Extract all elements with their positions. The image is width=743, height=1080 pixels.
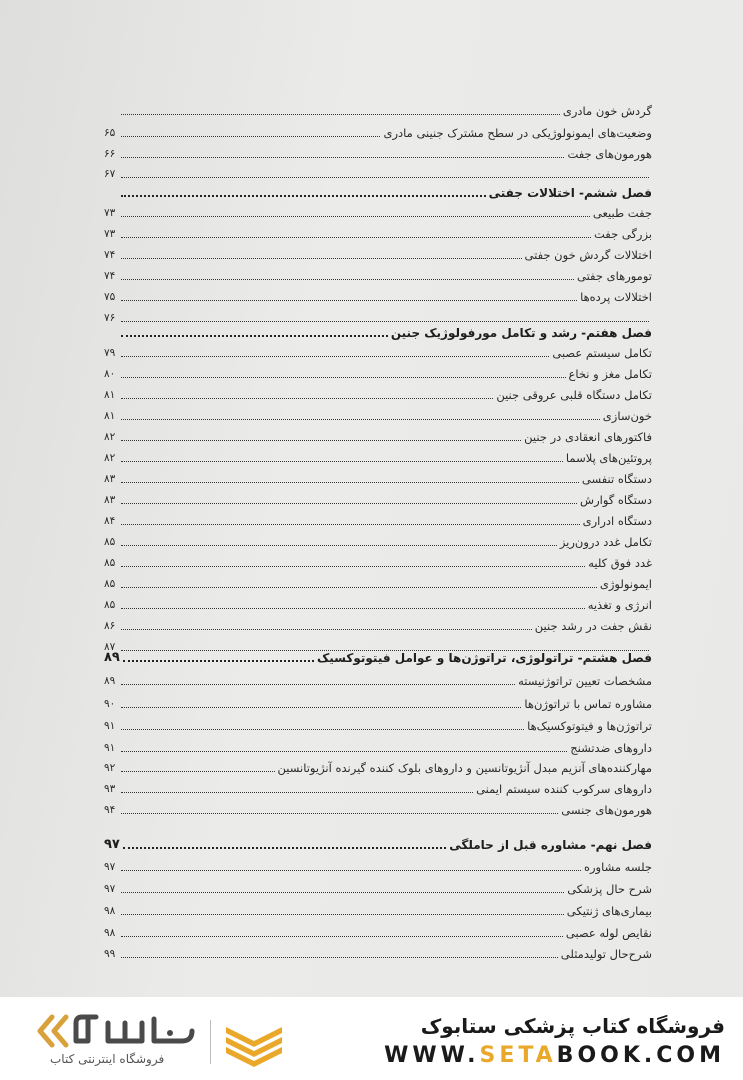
toc-entry-title: نقش جفت در رشد جنین	[534, 619, 652, 633]
toc-entry-title: فصل هفتم- رشد و تکامل مورفولوژیک جنین	[390, 326, 652, 340]
toc-entry	[104, 898, 652, 918]
toc-leader-dots	[121, 460, 563, 462]
toc-page-number: ۷۵	[104, 291, 116, 303]
toc-entry-title: پروتئین‌های پلاسما	[565, 451, 652, 465]
toc-leader-dots	[121, 334, 388, 337]
toc-entry-title: نقایص لوله عصبی	[565, 926, 652, 940]
toc-entry	[104, 263, 652, 283]
toc-entry-title: هورمون‌های جفت	[567, 147, 652, 161]
toc-entry-title: جلسه مشاوره	[583, 860, 652, 874]
toc-leader-dots	[121, 628, 532, 630]
toc-entry-title: فصل ششم- اختلالات جفتی	[488, 186, 652, 200]
toc-leader-dots	[121, 891, 564, 893]
toc-entry-title: اختلالات گردش خون جفتی	[524, 248, 652, 262]
toc-leader-dots	[121, 176, 649, 178]
toc-entry	[104, 854, 652, 874]
toc-entry	[104, 776, 652, 796]
toc-entry-title: ایمونولوژی	[599, 577, 652, 591]
toc-entry-title: دستگاه ادراری	[582, 514, 652, 528]
toc-entry-title: داروهای سرکوب کننده سیستم ایمنی	[476, 782, 652, 796]
toc-chapter-heading	[104, 645, 652, 665]
toc-entry	[104, 120, 652, 140]
toc-page-number: ۸۲	[104, 431, 116, 443]
toc-page-number: ۷۹	[104, 347, 116, 359]
toc-entry-title: هورمون‌های جنسی	[561, 803, 652, 817]
toc-entry	[104, 284, 652, 304]
toc-entry	[104, 424, 652, 444]
toc-leader-dots	[121, 135, 380, 137]
toc-page-number: ۹۹	[104, 948, 116, 960]
toc-page-number: ۶۷	[104, 168, 116, 180]
toc-leader-dots	[121, 418, 600, 420]
toc-leader-dots	[121, 481, 579, 483]
store-name: فروشگاه کتاب پزشکی ستابوک	[420, 1014, 725, 1038]
toc-page-number: ۹۷	[104, 861, 116, 873]
toc-entry	[104, 735, 652, 755]
toc-leader-dots	[121, 750, 567, 752]
toc-page-number: ۹۰	[104, 698, 116, 710]
toc-leader-dots	[121, 278, 574, 280]
toc-page-number: ۹۸	[104, 905, 116, 917]
toc-leader-dots	[121, 236, 591, 238]
toc-entry	[104, 941, 652, 961]
toc-entry-title: تکامل مغز و نخاع	[568, 367, 652, 381]
toc-page-number: ۸۵	[104, 578, 116, 590]
toc-entry-title: تکامل دستگاه قلبی عروقی جنین	[496, 388, 652, 402]
toc-leader-dots	[121, 397, 493, 399]
toc-entry	[104, 713, 652, 733]
toc-page-number: ۹۴	[104, 804, 116, 816]
toc-leader-dots	[121, 869, 581, 871]
toc-page-number: ۶۶	[104, 148, 116, 160]
toc-page-number: ۷۳	[104, 207, 116, 219]
toc-page-number: ۹۷	[104, 883, 116, 895]
toc-entry	[104, 340, 652, 360]
toc-page-number: ۶۵	[104, 127, 116, 139]
toc-leader-dots	[121, 257, 522, 259]
toc-chapter-heading	[104, 320, 652, 340]
toc-leader-dots	[121, 791, 473, 793]
toc-entry-title: تراتوژن‌ها و فیتوتوکسیک‌ها	[527, 719, 652, 733]
toc-page-number: ۸۹	[104, 675, 116, 687]
toc-entry	[104, 98, 652, 118]
toc-entry	[104, 691, 652, 711]
toc-entry	[104, 382, 652, 402]
toc-leader-dots	[121, 565, 585, 567]
toc-entry	[104, 242, 652, 262]
toc-entry-title: بیماری‌های ژنتیکی	[566, 904, 652, 918]
store-footer-banner	[0, 997, 743, 1080]
toc-leader-dots	[121, 607, 585, 609]
toc-page-number: ۸۲	[104, 452, 116, 464]
toc-entry-title: داروهای ضدتشنج	[570, 741, 652, 755]
toc-entry	[104, 571, 652, 591]
toc-page-number: ۸۳	[104, 473, 116, 485]
toc-entry	[104, 876, 652, 896]
toc-page-number: ۹۸	[104, 927, 116, 939]
toc-entry-title: فصل هشتم- تراتولوژی، تراتوژن‌ها و عوامل فیتوتوکسیک	[317, 651, 652, 665]
footer-divider	[210, 1020, 211, 1064]
toc-entry	[104, 445, 652, 465]
toc-leader-dots	[121, 299, 577, 301]
toc-entry	[104, 200, 652, 220]
toc-entry	[104, 920, 652, 940]
toc-entry	[104, 592, 652, 612]
toc-leader-dots	[121, 523, 580, 525]
toc-leader-dots	[121, 913, 564, 915]
setabook-logo-wordmark	[32, 1011, 202, 1051]
toc-entry	[104, 361, 652, 381]
toc-page-number: ۹۷	[104, 837, 120, 852]
toc-entry-title: خون‌سازی	[602, 409, 652, 423]
toc-leader-dots	[121, 439, 521, 441]
toc-entry	[104, 613, 652, 633]
toc-entry	[104, 487, 652, 507]
toc-page-number: ۹۱	[104, 720, 116, 732]
toc-entry-title: دستگاه گوارش	[580, 493, 652, 507]
toc-entry-title: مشاوره تماس با تراتوژن‌ها	[524, 697, 652, 711]
toc-page-number: ۸۱	[104, 389, 116, 401]
toc-entry	[104, 529, 652, 549]
toc-page-number: ۹۳	[104, 783, 116, 795]
toc-entry	[104, 508, 652, 528]
toc-entry-title: بزرگی جفت	[593, 227, 652, 241]
toc-page-number: ۹۲	[104, 762, 116, 774]
store-website-link[interactable]	[384, 1043, 725, 1068]
toc-leader-dots	[121, 156, 564, 158]
toc-entry-title: تکامل غدد درون‌ریز	[559, 535, 652, 549]
toc-entry-title: مهارکننده‌های آنزیم مبدل آنژیوتانسین و داروهای بلوک کننده گیرنده آنژیوتانسین	[277, 761, 652, 775]
toc-entry-title: فاکتورهای انعقادی در جنین	[524, 430, 652, 444]
toc-page-number: ۷۴	[104, 270, 116, 282]
toc-leader-dots	[121, 812, 558, 814]
toc-chapter-heading	[104, 832, 652, 852]
toc-entry	[104, 755, 652, 775]
toc-entry-title: غدد فوق کلیه	[588, 556, 652, 570]
toc-page-number: ۷۶	[104, 312, 116, 324]
toc-page-number: ۸۰	[104, 368, 116, 380]
toc-page-number: ۹۱	[104, 742, 116, 754]
site-url-suffix: BOOK.COM	[556, 1043, 725, 1068]
toc-leader-dots	[121, 355, 549, 357]
toc-page-number: ۷۳	[104, 228, 116, 240]
toc-entry-title: جفت طبیعی	[592, 206, 652, 220]
toc-leader-dots	[123, 846, 446, 849]
toc-leader-dots	[121, 956, 558, 958]
site-url-prefix: WWW.	[384, 1043, 480, 1068]
toc-entry-title: اختلالات پرده‌ها	[580, 290, 652, 304]
toc-entry-title: تومورهای جفتی	[576, 269, 652, 283]
toc-entry-title: شرح‌حال تولیدمثلی	[560, 947, 652, 961]
toc-page-number: ۷۴	[104, 249, 116, 261]
toc-page-number: ۸۱	[104, 410, 116, 422]
toc-leader-dots	[121, 544, 557, 546]
logo-tagline: فروشگاه اینترنتی کتاب	[50, 1052, 165, 1066]
toc-entry-title: دستگاه تنفسی	[581, 472, 652, 486]
toc-page-number: ۸۶	[104, 620, 116, 632]
toc-entry	[104, 797, 652, 817]
toc-entry	[104, 668, 652, 688]
toc-leader-dots	[121, 194, 486, 197]
toc-page-number: ۸۹	[104, 650, 120, 665]
toc-leader-dots	[123, 659, 314, 662]
toc-entry	[104, 141, 652, 161]
toc-leader-dots	[121, 706, 521, 708]
toc-leader-dots	[121, 376, 566, 378]
toc-leader-dots	[121, 215, 590, 217]
site-url-accent: SETA	[479, 1043, 557, 1068]
toc-entry-title: شرح حال پزشکی	[567, 882, 652, 896]
book-stack-logo-icon	[222, 1015, 286, 1067]
toc-page-number: ۸۵	[104, 599, 116, 611]
toc-page-number: ۸۳	[104, 494, 116, 506]
toc-entry-title: گردش خون مادری	[562, 104, 652, 118]
toc-entry-title: انرژی و تغذیه	[587, 598, 652, 612]
toc-chapter-heading	[104, 180, 652, 200]
toc-leader-dots	[121, 113, 560, 115]
toc-entry	[104, 221, 652, 241]
toc-entry-title: مشخصات تعیین تراتوژنیسته	[518, 674, 652, 688]
toc-entry	[104, 550, 652, 570]
toc-leader-dots	[121, 728, 524, 730]
toc-leader-dots	[121, 586, 597, 588]
toc-entry-title: وضعیت‌های ایمونولوژیکی در سطح مشترک جنینی مادری	[383, 126, 652, 140]
toc-leader-dots	[121, 770, 275, 772]
toc-leader-dots	[121, 935, 563, 937]
toc-entry	[104, 403, 652, 423]
toc-page-number: ۸۵	[104, 536, 116, 548]
toc-leader-dots	[121, 502, 577, 504]
toc-entry	[104, 161, 652, 181]
toc-entry-title: تکامل سیستم عصبی	[552, 346, 652, 360]
toc-page-number: ۸۷	[104, 641, 116, 653]
toc-entry-title: فصل نهم- مشاوره قبل از حاملگی	[449, 838, 652, 852]
toc-leader-dots	[121, 683, 515, 685]
toc-entry	[104, 466, 652, 486]
toc-page-number: ۸۵	[104, 557, 116, 569]
toc-page-number: ۸۴	[104, 515, 116, 527]
